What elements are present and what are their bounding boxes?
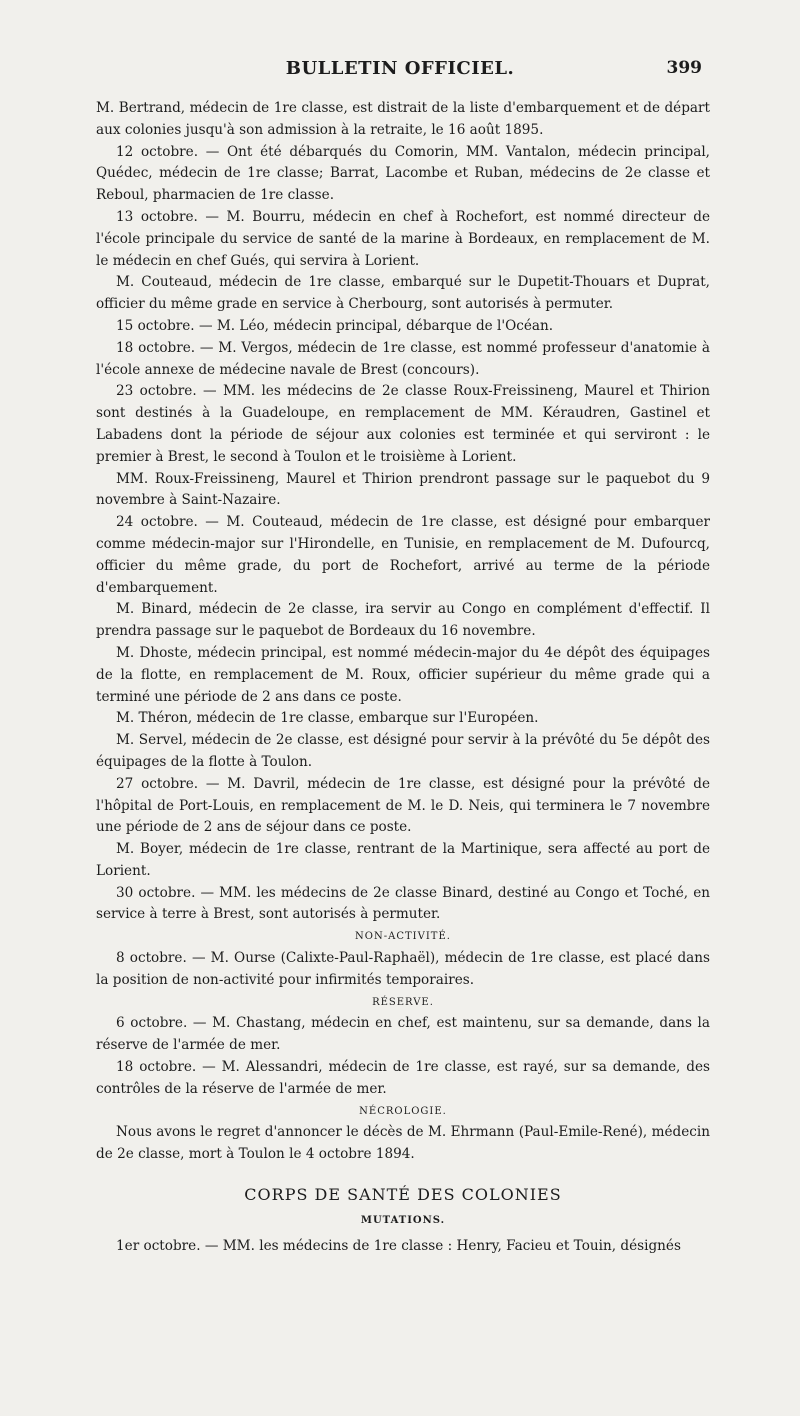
paragraph: M. Binard, médecin de 2e classe, ira servir au Congo en complément d'effectif. Il prendra passage sur le paquebot de Bordeaux du 16 novembre. bbox=[96, 601, 710, 640]
paragraph: 13 octobre. — M. Bourru, médecin en chef à Rochefort, est nommé directeur de l'école principale du service de santé de la marine à Bordeaux, en remplacement de M. le médecin en chef Gués, qui servira à Lorient. bbox=[96, 208, 710, 269]
paragraph: Nous avons le regret d'annoncer le décès de M. Ehrmann (Paul-Emile-René), médecin de 2e classe, mort à Toulon le 4 octobre 1894. bbox=[96, 1124, 710, 1163]
paragraph: M. Couteaud, médecin de 1re classe, embarqué sur le Dupetit-Thouars et Duprat, officier du même grade en service à Cherbourg, sont autorisés à permuter. bbox=[96, 274, 710, 313]
paragraph: 1er octobre. — MM. les médecins de 1re classe : Henry, Facieu et Touin, désignés bbox=[116, 1237, 681, 1254]
paragraph: MM. Roux-Freissineng, Maurel et Thirion prendront passage sur le paquebot du 9 novembre à Saint-Nazaire. bbox=[96, 470, 710, 509]
paragraph: 6 octobre. — M. Chastang, médecin en chef, est maintenu, sur sa demande, dans la réserve de l'armée de mer. bbox=[96, 1015, 710, 1054]
paragraph: M. Théron, médecin de 1re classe, embarque sur l'Européen. bbox=[116, 710, 539, 727]
paragraph: 24 octobre. — M. Couteaud, médecin de 1re classe, est désigné pour embarquer comme médecin-major sur l'Hirondelle, en Tunisie, en remplacement de M. Dufourcq, officier du même grade, du port de Rochefort, arrivé au terme de la période d'embarquement. bbox=[96, 514, 710, 596]
paragraph: M. Bertrand, médecin de 1re classe, est distrait de la liste d'embarquement et de départ aux colonies jusqu'à son admission à la retraite, le 16 août 1895. bbox=[96, 100, 710, 138]
heading-mutations: MUTATIONS. bbox=[360, 1214, 446, 1226]
paragraph: 27 octobre. — M. Davril, médecin de 1re classe, est désigné pour la prévôté de l'hôpital de Port-Louis, en remplacement de M. le D. Neis, qui terminera le 7 novembre une période de 2 ans de séjour dans ce poste. bbox=[96, 775, 710, 836]
paragraph: 12 octobre. — Ont été débarqués du Comorin, MM. Vantalon, médecin principal, Quédec, médecin de 1re classe; Barrat, Lacombe et Ruban, médecins de 2e classe et Reboul, pharmacien de 1re classe. bbox=[96, 143, 710, 204]
paragraph: 18 octobre. — M. Alessandri, médecin de 1re classe, est rayé, sur sa demande, des contrôles de la réserve de l'armée de mer. bbox=[96, 1059, 710, 1097]
heading-non-activite: NON-ACTIVITÉ. bbox=[355, 931, 451, 943]
paragraph: M. Dhoste, médecin principal, est nommé médecin-major du 4e dépôt des équipages de la flotte, en remplacement de M. Roux, officier supérieur du même grade qui a terminé une période de 2 ans dans ce poste. bbox=[96, 644, 710, 705]
paragraph: M. Servel, médecin de 2e classe, est désigné pour servir à la prévôté du 5e dépôt des équipages de la flotte à Toulon. bbox=[96, 732, 710, 770]
paragraph: 8 octobre. — M. Ourse (Calixte-Paul-Raphaël), médecin de 1re classe, est placé dans la position de non-activité pour infirmités temporaires. bbox=[96, 950, 710, 988]
paragraph: 15 octobre. — M. Léo, médecin principal, débarque de l'Océan. bbox=[116, 317, 554, 334]
body-text bbox=[96, 98, 710, 1257]
heading-reserve: RÉSERVE. bbox=[372, 996, 434, 1008]
page-number: 399 bbox=[666, 58, 702, 78]
running-title: BULLETIN OFFICIEL. bbox=[285, 58, 515, 79]
section-title-corps-colonies: CORPS DE SANTÉ DES COLONIES bbox=[244, 1185, 562, 1205]
paragraph: M. Boyer, médecin de 1re classe, rentrant de la Martinique, sera affecté au port de Lorient. bbox=[96, 841, 710, 879]
paragraph: 30 octobre. — MM. les médecins de 2e classe Binard, destiné au Congo et Toché, en service à terre à Brest, sont autorisés à permuter. bbox=[96, 884, 710, 923]
paragraph: 23 octobre. — MM. les médecins de 2e classe Roux-Freissineng, Maurel et Thirion sont destinés à la Guadeloupe, en remplacement de MM. Kéraudren, Gastinel et Labadens dont la période de séjour aux colonies est terminée et qui serviront : le premier à Brest, le second à Toulon et le troisième à Lorient. bbox=[96, 383, 710, 465]
page-header bbox=[0, 58, 800, 88]
heading-necrologie: NÉCROLOGIE. bbox=[359, 1105, 447, 1117]
paragraph: 18 octobre. — M. Vergos, médecin de 1re classe, est nommé professeur d'anatomie à l'école annexe de médecine navale de Brest (concours). bbox=[96, 339, 710, 378]
